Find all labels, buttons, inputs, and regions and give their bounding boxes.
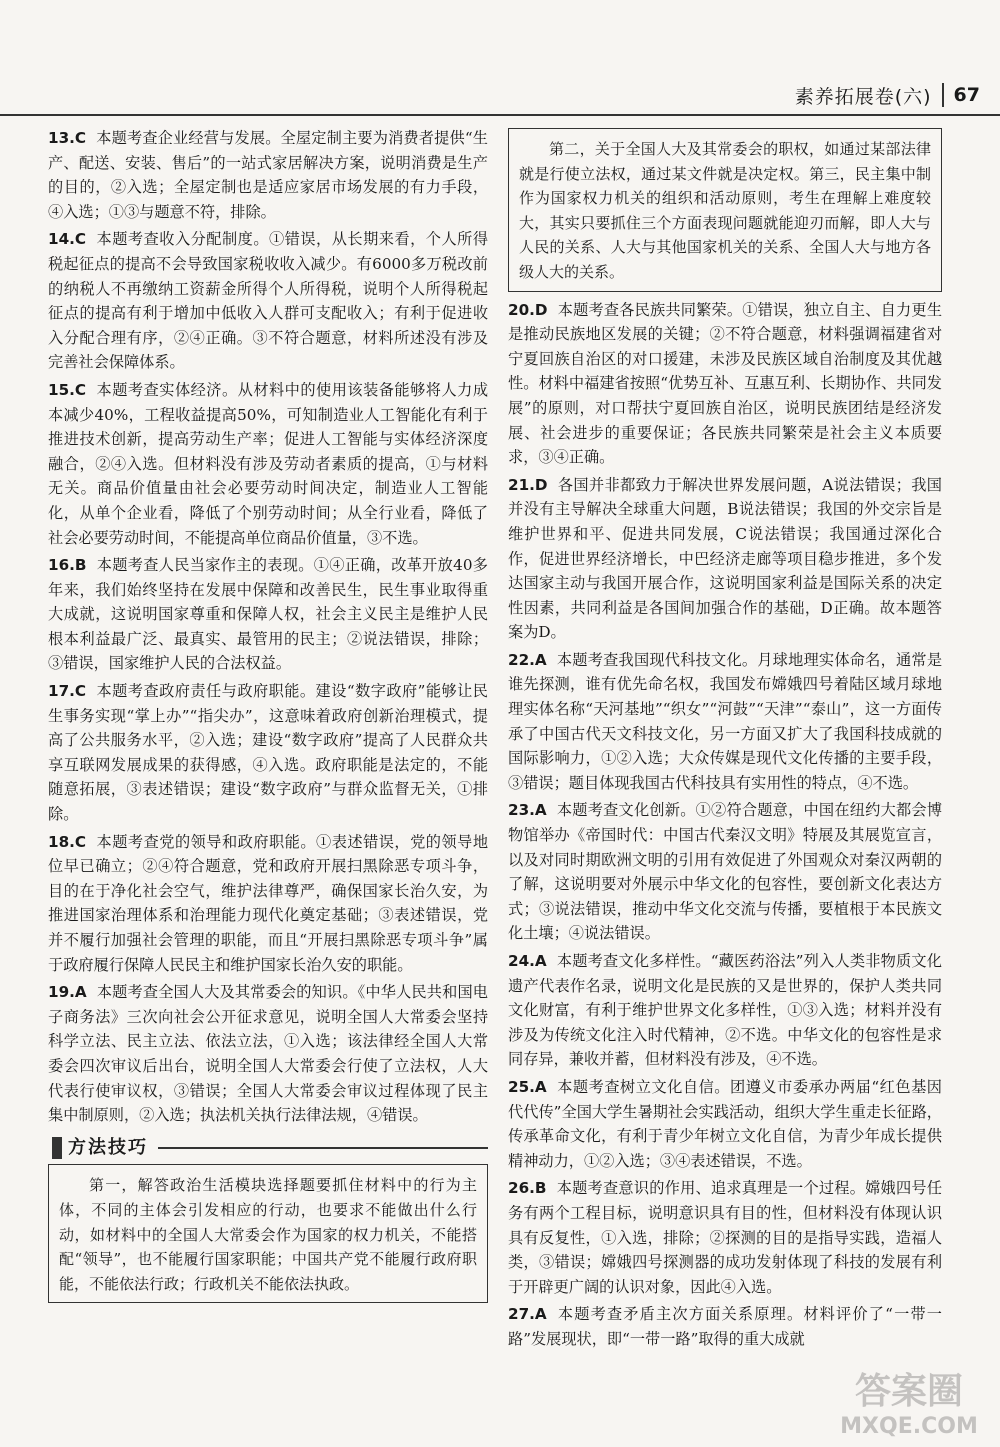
answer-entry: [508, 473, 942, 645]
answer-entry: [508, 298, 942, 470]
answer-explanation: 本题考查树立文化自信。团遵义市委承办两届“红色基因代代传”全国大学生暑期社会实践活动，组织大学生重走长征路，传承革命文化，有利于青少年树立文化自信，为青少年成长提供精神动力，①②入选；③④表述错误，不选。: [508, 1077, 942, 1170]
answer-entry: [508, 1176, 942, 1299]
answer-entry: [48, 830, 488, 978]
svg-text:MXQE.COM: MXQE.COM: [840, 1414, 978, 1439]
answer-number: 23.A: [508, 801, 547, 820]
answer-number: 24.A: [508, 952, 547, 970]
tips-box: [48, 1164, 488, 1303]
answer-number: 19.A: [48, 983, 87, 1002]
answer-explanation: 本题考查人民当家作主的表现。①④正确，改革开放40多年来，我们始终坚持在发展中保障和改善民生，民生事业取得重大成就，这说明国家尊重和保障人权，社会主义民主是维护人民根本利益最广泛、最真实、最管用的民主；②说法错误，排除；③错误，国家维护人民的合法权益。: [48, 556, 488, 673]
svg-text:答案圈: 答案圈: [854, 1371, 964, 1412]
answer-entry: [48, 679, 488, 827]
answer-entry: [508, 798, 942, 946]
answer-number: 13.C: [48, 129, 87, 147]
answer-number: 18.C: [48, 832, 87, 851]
header-title: 素养拓展卷(六): [794, 85, 932, 108]
page-header: [700, 78, 980, 112]
answer-number: 14.C: [48, 230, 87, 249]
answer-entry: [48, 227, 488, 375]
answer-entry: [508, 648, 942, 796]
answer-number: 22.A: [508, 650, 547, 669]
answer-entry: [508, 1075, 942, 1173]
answer-entry: [508, 1302, 942, 1351]
right-column: [508, 126, 942, 1355]
left-column: [48, 126, 488, 1309]
answer-number: 27.A: [508, 1305, 547, 1324]
tips-title: 方法技巧: [68, 1136, 148, 1158]
answer-number: 15.C: [48, 380, 87, 399]
answer-explanation: 本题考查文化创新。①②符合题意，中国在纽约大都会博物馆举办《帝国时代：中国古代秦汉文明》特展及其展览宣言，以及对同时期欧洲文明的引用有效促进了外国观众对秦汉两朝的了解，这说明要对外展示中华文化的包容性，要创新文化表达方式；③说法错误，推动中华文化交流与传播，要植根于本民族文化土壤；④说法错误。: [508, 801, 942, 943]
answer-entry: [48, 553, 488, 676]
header-rule: [0, 114, 1000, 116]
tips-box-continued: [508, 128, 942, 292]
answer-entry: [48, 126, 488, 224]
answer-explanation: 本题考查矛盾主次方面关系原理。材料评价了“一带一路”发展现状，即“一带一路”取得的重大成就: [508, 1305, 942, 1348]
answer-explanation: 本题考查企业经营与发展。全屋定制主要为消费者提供“生产、配送、安装、售后”的一站式家居解决方案，说明消费是生产的目的，②入选；全屋定制也是适应家居市场发展的有力手段，④入选；①③与题意不符，排除。: [48, 129, 488, 221]
answer-number: 25.A: [508, 1077, 547, 1096]
answer-explanation: 本题考查全国人大及其常委会的知识。《中华人民共和国电子商务法》三次向社会公开征求意见，说明全国人大常委会坚持科学立法、民主立法、依法立法，①入选；该法律经全国人大常委会四次审议后出台，说明全国人大常委会行使了立法权，人大代表行使审议权，③错误；全国人大常委会审议过程体现了民主集中制原则，②入选；执法机关执行法律法规，④错误。: [48, 983, 488, 1125]
page-number: 67: [953, 84, 980, 106]
tips-paragraph: 第一，解答政治生活模块选择题要抓住材料中的行为主体，不同的主体会引发相应的行动，也要求不能做出什么行动，如材料中的全国人大常委会作为国家的权力机关，不能搭配“领导”，也不能履行国家职能；中国共产党不能履行政府职能，不能依法行政；行政机关不能依法执政。: [59, 1176, 477, 1293]
tips-heading: [52, 1136, 488, 1161]
answer-number: 26.B: [508, 1179, 547, 1198]
answer-entry: [48, 980, 488, 1128]
answer-explanation: 本题考查政府责任与政府职能。建设“数字政府”能够让民生事务实现“掌上办”“指尖办”，这意味着政府创新治理模式，提高了公共服务水平，②入选；建设“数字政府”提高了人民群众共享互联网发展成果的获得感，④入选。政府职能是法定的，不能随意拓展，③表述错误；建设“数字政府”与群众监督无关，①排除。: [48, 682, 488, 824]
tips-marker-icon: [52, 1137, 62, 1159]
answer-number: 20.D: [508, 300, 548, 319]
site-watermark-logo: [834, 1363, 984, 1441]
answer-explanation: 各国并非都致力于解决世界发展问题，A说法错误；我国并没有主导解决全球重大问题，B说法错误；我国的外交宗旨是维护世界和平、促进共同发展，C说法错误；我国通过深化合作，促进世界经济增长，中巴经济走廊等项目稳步推进，多个发达国家主动与我国开展合作，这说明国家利益是国际关系的决定性因素，共同利益是各国间加强合作的基础，D正确。故本题答案为D。: [508, 475, 942, 642]
answer-explanation: 本题考查收入分配制度。①错误，从长期来看，个人所得税起征点的提高不会导致国家税收收入减少。有6000多万税改前的纳税人不再缴纳工资薪金所得个人所得税，说明个人所得税起征点的提高有利于增加中低收入人群可支配收入；有利于促进收入分配合理有序，②④正确。③不符合题意，材料所述没有涉及完善社会保障体系。: [48, 230, 488, 372]
answer-explanation: 本题考查实体经济。从材料中的使用该装备能够将人力成本减少40%，工程收益提高50%，可知制造业人工智能化有利于推进技术创新，提高劳动生产率；促进人工智能与实体经济深度融合，②④入选。但材料没有涉及劳动者素质的提高，①与材料无关。商品价值量由社会必要劳动时间决定，制造业人工智能化，从单个企业看，降低了个别劳动时间；从全行业看，降低了社会必要劳动时间，不能提高单位商品价值量，③不选。: [48, 380, 488, 547]
answer-number: 17.C: [48, 682, 87, 701]
answer-number: 16.B: [48, 556, 87, 575]
tips-rule: [158, 1147, 488, 1149]
answer-entry: [508, 949, 942, 1072]
answer-number: 21.D: [508, 475, 548, 494]
answer-explanation: 本题考查我国现代科技文化。月球地理实体命名，通常是谁先探测，谁有优先命名权，我国发布嫦娥四号着陆区域月球地理实体名称“天河基地”“织女”“河鼓”“天津”“泰山”，这一方面传承了中国古代天文科技文化，另一方面又扩大了我国科技成就的国际影响力，①②入选；大众传媒是现代文化传播的主要手段，③错误；题目体现我国古代科技具有实用性的特点，④不选。: [508, 650, 942, 792]
tips-paragraph: 第二，关于全国人大及其常委会的职权，如通过某部法律就是行使立法权，通过某文件就是决定权。第三，民主集中制作为国家权力机关的组织和活动原则，考生在理解上难度较大，其实只要抓住三个方面表现问题就能迎刃而解，即人大与人民的关系、人大与其他国家机关的关系、全国人大与地方各级人大的关系。: [519, 140, 931, 281]
answer-entry: [48, 378, 488, 550]
answer-explanation: 本题考查党的领导和政府职能。①表述错误，党的领导地位早已确立；②④符合题意，党和政府开展扫黑除恶专项斗争，目的在于净化社会空气，维护法律尊严，确保国家长治久安，为推进国家治理体系和治理能力现代化奠定基础；③表述错误，党并不履行加强社会管理的职能，而且“开展扫黑除恶专项斗争”属于政府履行保障人民民主和维护国家长治久安的职能。: [48, 832, 488, 974]
answer-explanation: 本题考查各民族共同繁荣。①错误，独立自主、自力更生是推动民族地区发展的关键；②不符合题意，材料强调福建省对宁夏回族自治区的对口援建，未涉及民族区域自治制度及其优越性。材料中福建省按照“优势互补、互惠互利、长期协作、共同发展”的原则，对口帮扶宁夏回族自治区，说明民族团结是经济发展、社会进步的重要保证；各民族共同繁荣是社会主义本质要求，③④正确。: [508, 300, 942, 467]
answer-explanation: 本题考查意识的作用、追求真理是一个过程。嫦娥四号任务有两个工程目标，说明意识具有目的性，但材料没有体现认识具有反复性，①入选，排除；②探测的目的是指导实践，造福人类，③错误；嫦娥四号探测器的成功发射体现了科技的发展有利于开辟更广阔的认识对象，因此④入选。: [508, 1179, 942, 1296]
answer-explanation: 本题考查文化多样性。“藏医药浴法”列入人类非物质文化遗产代表作名录，说明文化是民族的又是世界的，保护人类共同文化财富，有利于维护世界文化多样性，①③入选；材料并没有涉及为传统文化注入时代精神，②不选。中华文化的包容性是求同存异，兼收并蓄，但材料没有涉及，④不选。: [508, 952, 942, 1069]
